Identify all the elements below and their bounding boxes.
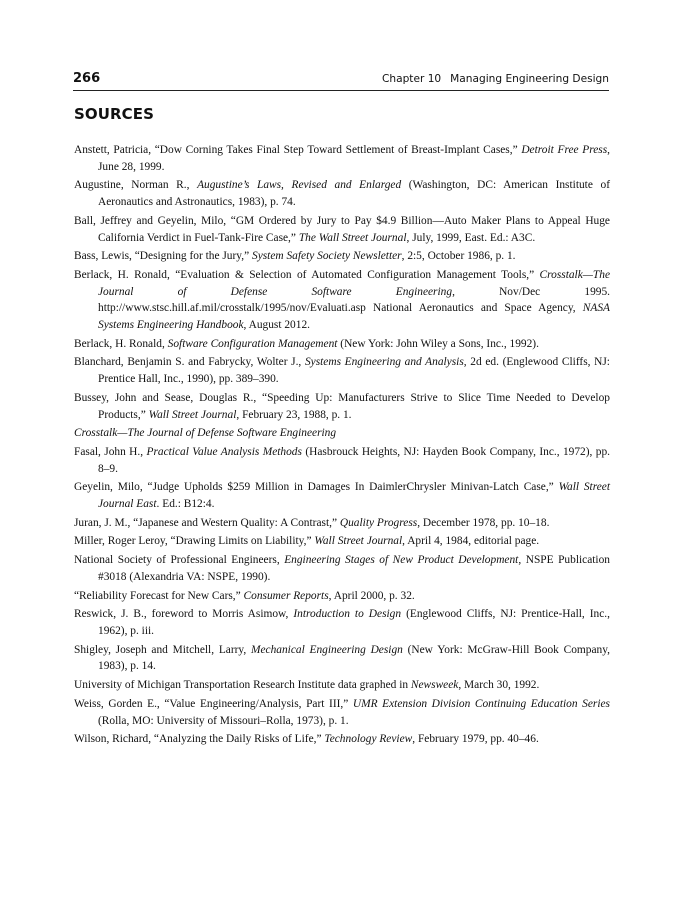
reference-text: “Reliability Forecast for New Cars,” xyxy=(74,589,244,602)
reference-text: Juran, J. M., “Japanese and Western Quality: A Contrast,” xyxy=(74,516,340,529)
reference-entry xyxy=(74,552,610,585)
reference-title-italic: Systems Engineering and Analysis xyxy=(304,356,464,369)
reference-text: , December 1978, pp. 10–18. xyxy=(417,516,550,529)
reference-text: (Hasbrouck Heights, NJ: Hayden Book Company, Inc., 1972), pp. 8–9. xyxy=(98,445,611,475)
reference-text: National Society of Professional Engineers, xyxy=(74,554,285,567)
reference-text: Reswick, J. B., foreword to Morris Asimow, xyxy=(74,608,294,621)
chapter-title: Managing Engineering Design xyxy=(450,73,609,85)
reference-text: Augustine, Norman R., xyxy=(74,179,198,192)
reference-text: Blanchard, Benjamin S. and Fabrycky, Wolter J., xyxy=(74,356,305,369)
reference-entry xyxy=(74,213,610,246)
reference-title-italic: Practical Value Analysis Methods xyxy=(146,445,302,458)
reference-text: (New York: McGraw-Hill Book Company, 1983), p. 14. xyxy=(98,643,611,673)
reference-title-italic: Detroit Free Press xyxy=(521,144,608,156)
reference-text: Geyelin, Milo, “Judge Upholds $259 Million in Damages In DaimlerChrysler Minivan-Latch Case,” xyxy=(74,481,559,494)
page-number: 266 xyxy=(73,71,101,86)
reference-text: , February 23, 1988, p. 1. xyxy=(236,408,352,421)
reference-entry xyxy=(74,267,610,334)
reference-entry xyxy=(74,390,610,423)
reference-text: , July, 1999, East. Ed.: A3C. xyxy=(406,231,536,244)
reference-text: Fasal, John H., xyxy=(74,445,147,458)
reference-title-italic: Introduction to Design xyxy=(293,608,402,621)
reference-title-italic: Crosstalk—The Journal of Defense Software Engineering xyxy=(74,427,337,440)
reference-text: , 2:5, October 1986, p. 1. xyxy=(401,250,516,263)
reference-text: Anstett, Patricia, “Dow Corning Takes Final Step Toward Settlement of Breast-Implant Cases,” xyxy=(74,144,522,156)
reference-text: Shigley, Joseph and Mitchell, Larry, xyxy=(74,643,251,656)
reference-text: Ball, Jeffrey and Geyelin, Milo, “GM Ordered by Jury to Pay $4.9 Billion—Auto Maker Plans to Appeal Huge California Verdict in Fuel-Tank-Fire Case,” xyxy=(74,214,610,244)
reference-text: (Rolla, MO: University of Missouri–Rolla, 1973), p. 1. xyxy=(98,714,349,727)
reference-title-italic: Wall Street Journal East xyxy=(98,481,610,511)
reference-text: Miller, Roger Leroy, “Drawing Limits on Liability,” xyxy=(74,535,315,548)
reference-text: , 2d ed. (Englewood Cliffs, NJ: Prentice Hall, Inc., 1990), pp. 389–390. xyxy=(98,356,610,386)
reference-text: . Ed.: B12:4. xyxy=(156,498,215,511)
reference-text: (Washington, DC: American Institute of Aeronautics and Astronautics, 1983), p. 74. xyxy=(98,179,610,209)
reference-title-italic: Consumer Reports xyxy=(243,589,329,602)
reference-text: , August 2012. xyxy=(243,319,310,332)
reference-title-italic: Technology Review xyxy=(324,733,413,746)
reference-title-italic: Crosstalk—The Journal of Defense Software Engineering xyxy=(98,268,610,298)
reference-text: , NSPE Publication #3018 (Alexandria VA: NSPE, 1990). xyxy=(98,554,610,583)
reference-text: Weiss, Gorden E., “Value Engineering/Analysis, Part III,” xyxy=(74,697,353,710)
reference-title-italic: Software Configuration Management xyxy=(167,337,338,350)
reference-entry xyxy=(74,425,610,442)
reference-list xyxy=(74,142,610,750)
reference-entry xyxy=(74,336,610,353)
reference-entry xyxy=(74,248,610,265)
reference-entry xyxy=(74,606,610,639)
reference-text: University of Michigan Transportation Research Institute data graphed in xyxy=(74,679,411,692)
reference-text: , April 4, 1984, editorial page. xyxy=(402,535,540,548)
reference-text: Bussey, John and Sease, Douglas R., “Speeding Up: Manufacturers Strive to Slice Time Needed to Develop Products,” xyxy=(74,391,610,421)
reference-entry xyxy=(74,479,610,512)
reference-title-italic: NASA Systems Engineering Handbook xyxy=(98,302,610,332)
running-head xyxy=(382,73,609,85)
reference-title-italic: Mechanical Engineering Design xyxy=(250,643,403,656)
reference-entry xyxy=(74,533,610,550)
reference-title-italic: Newsweek xyxy=(410,679,459,692)
reference-entry xyxy=(74,642,610,675)
reference-text: , March 30, 1992. xyxy=(458,679,540,692)
reference-title-italic: The Wall Street Journal xyxy=(298,231,407,244)
reference-entry xyxy=(74,354,610,387)
reference-text: Berlack, H. Ronald, xyxy=(74,337,168,350)
running-header xyxy=(73,66,609,91)
reference-entry xyxy=(74,696,610,729)
reference-entry xyxy=(74,444,610,477)
reference-text: Berlack, H. Ronald, “Evaluation & Selection of Automated Configuration Management Tools,” xyxy=(74,268,540,281)
reference-title-italic: System Safety Society Newsletter xyxy=(252,250,402,263)
reference-text: (Englewood Cliffs, NJ: Prentice-Hall, Inc., 1962), p. iii. xyxy=(98,608,610,637)
reference-text: , April 2000, p. 32. xyxy=(328,589,415,602)
reference-text: Wilson, Richard, “Analyzing the Daily Risks of Life,” xyxy=(74,733,325,746)
reference-entry xyxy=(74,515,610,532)
reference-entry xyxy=(74,142,610,175)
reference-entry xyxy=(74,731,610,748)
reference-entry xyxy=(74,588,610,605)
reference-text: , February 1979, pp. 40–46. xyxy=(412,733,539,746)
reference-text: , June 28, 1999. xyxy=(98,144,610,173)
chapter-label: Chapter 10 xyxy=(381,73,442,85)
reference-entry xyxy=(74,677,610,694)
reference-title-italic: Wall Street Journal xyxy=(314,535,403,548)
reference-title-italic: Wall Street Journal xyxy=(148,408,237,421)
reference-text: Bass, Lewis, “Designing for the Jury,” xyxy=(74,250,252,263)
reference-title-italic: Engineering Stages of New Product Development xyxy=(284,554,519,567)
reference-title-italic: UMR Extension Division Continuing Education Series xyxy=(352,697,610,710)
section-title: SOURCES xyxy=(74,105,155,123)
reference-text: , Nov/Dec 1995. http://www.stsc.hill.af.mil/crosstalk/1995/nov/Evaluati.asp National Aeronautics and Space Agency, xyxy=(98,285,610,315)
reference-title-italic: Quality Progress xyxy=(339,516,418,529)
reference-entry xyxy=(74,177,610,210)
reference-title-italic: Augustine’s Laws, Revised and Enlarged xyxy=(197,179,402,192)
reference-text: (New York: John Wiley a Sons, Inc., 1992). xyxy=(337,337,539,350)
